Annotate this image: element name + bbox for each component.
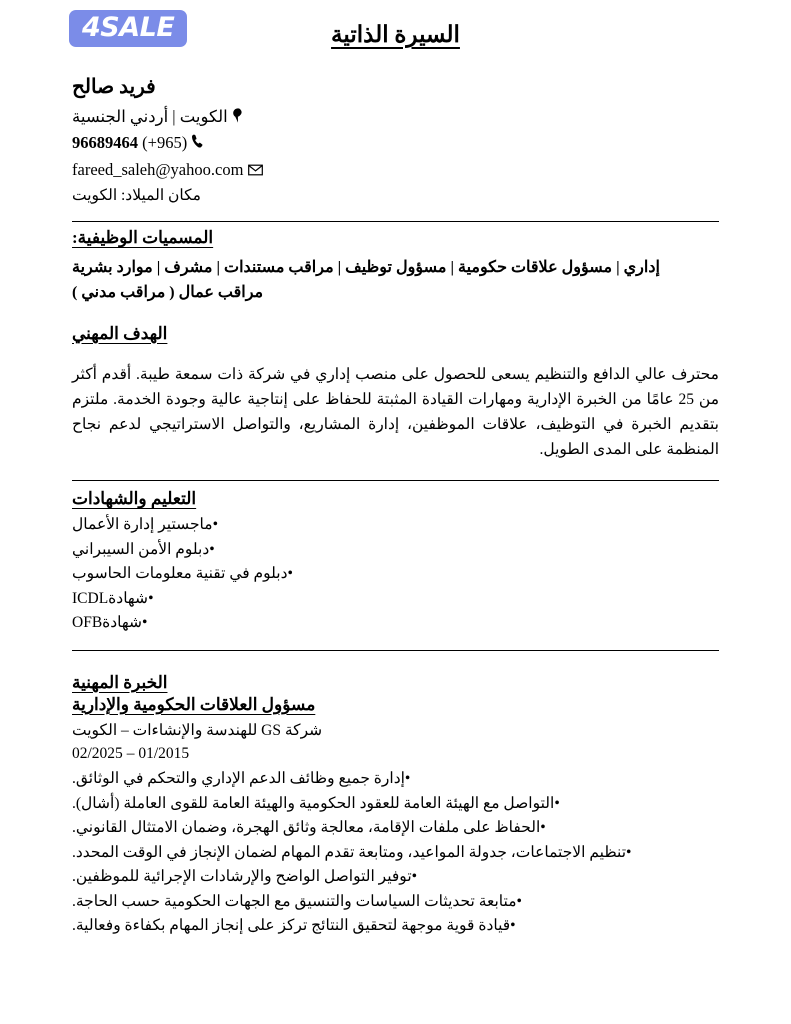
section-job-titles [72,228,719,306]
phone-country-code: (965+) [142,133,188,153]
experience-dates: 01/2015 – 02/2025 [72,744,190,762]
experience-company: شركة GS للهندسة والإنشاءات – الكويت [72,721,323,739]
list-item: • متابعة تحديثات السياسات والتنسيق مع الجهات الحكومية حسب الحاجة. [72,890,719,914]
envelope-icon [248,158,263,183]
section-experience [72,673,719,939]
list-item: • قيادة قوية موجهة لتحقيق النتائج تركز على إنجاز المهام بكفاءة وفعالية. [72,914,719,938]
4sale-logo [69,10,187,47]
page-title: السيرة الذاتية [331,22,460,47]
phone-number: 96689464 [72,133,138,153]
location-text: الكويت | أردني الجنسية [72,107,228,127]
education-list [72,513,719,635]
job-titles-heading: المسميات الوظيفية: [72,228,214,248]
person-name: فريد صالح [72,76,156,98]
document-header [72,0,719,70]
contact-email-line [72,157,719,183]
contact-phone-line [72,130,719,156]
location-pin-icon [232,105,244,130]
objective-text: محترف عالي الدافع والتنظيم يسعى للحصول على منصب إداري في شركة ذات سمعة طيبة. أقدم أكثر من 25 عامًا من الخبرة الإدارية ومهارات القيادة المثبتة للحفاظ على إنتاجية عالية وجودة الخدمة. ملتزم بتقديم الخبرة في التوظيف، علاقات الموظفين، إدارة المشاريع، والتواصل الاستراتيجي لدعم نجاح المنظمة على المدى الطويل. [72,365,719,459]
section-objective [72,324,719,462]
objective-heading: الهدف المهني [72,323,168,343]
job-titles-line-2: مراقب عمال ( مراقب مدني ) [72,283,264,301]
list-item: • إدارة جميع وظائف الدعم الإداري والتحكم في الوثائق. [72,767,719,791]
list-item: • التواصل مع الهيئة العامة للعقود الحكومية والهيئة العامة للقوى العاملة (أشال). [72,792,719,816]
list-item: • شهادةICDL [72,587,719,611]
experience-job-title: مسؤول العلاقات الحكومية والإدارية [72,694,316,714]
phone-icon [191,131,203,156]
list-item: • دبلوم في تقنية معلومات الحاسوب [72,562,719,586]
list-item: • تنظيم الاجتماعات، جدولة المواعيد، ومتابعة تقدم المهام لضمان الإنجاز في الوقت المحدد. [72,841,719,865]
job-titles-line-1: إداري | مسؤول علاقات حكومية | مسؤول توظيف | مراقب مستندات | مشرف | موارد بشرية [72,259,660,277]
education-heading: التعليم والشهادات [72,489,197,509]
list-item: • توفير التواصل الواضح والإرشادات الإجرائية للموظفين. [72,865,719,889]
list-item: • دبلوم الأمن السيبراني [72,538,719,562]
logo-text: 4SALE [82,12,175,43]
list-item: • الحفاظ على ملفات الإقامة، معالجة وثائق الهجرة، وضمان الامتثال القانوني. [72,816,719,840]
email-address[interactable]: fareed_saleh@yahoo.com [72,159,244,179]
contact-block [72,72,719,207]
list-item: • شهادةOFB [72,611,719,635]
contact-location-line [72,104,719,130]
list-item: • ماجستير إدارة الأعمال [72,513,719,537]
section-education [72,489,719,635]
experience-heading: الخبرة المهنية [72,672,168,692]
experience-duties-list [72,767,719,938]
birth-place: مكان الميلاد: الكويت [72,186,201,204]
